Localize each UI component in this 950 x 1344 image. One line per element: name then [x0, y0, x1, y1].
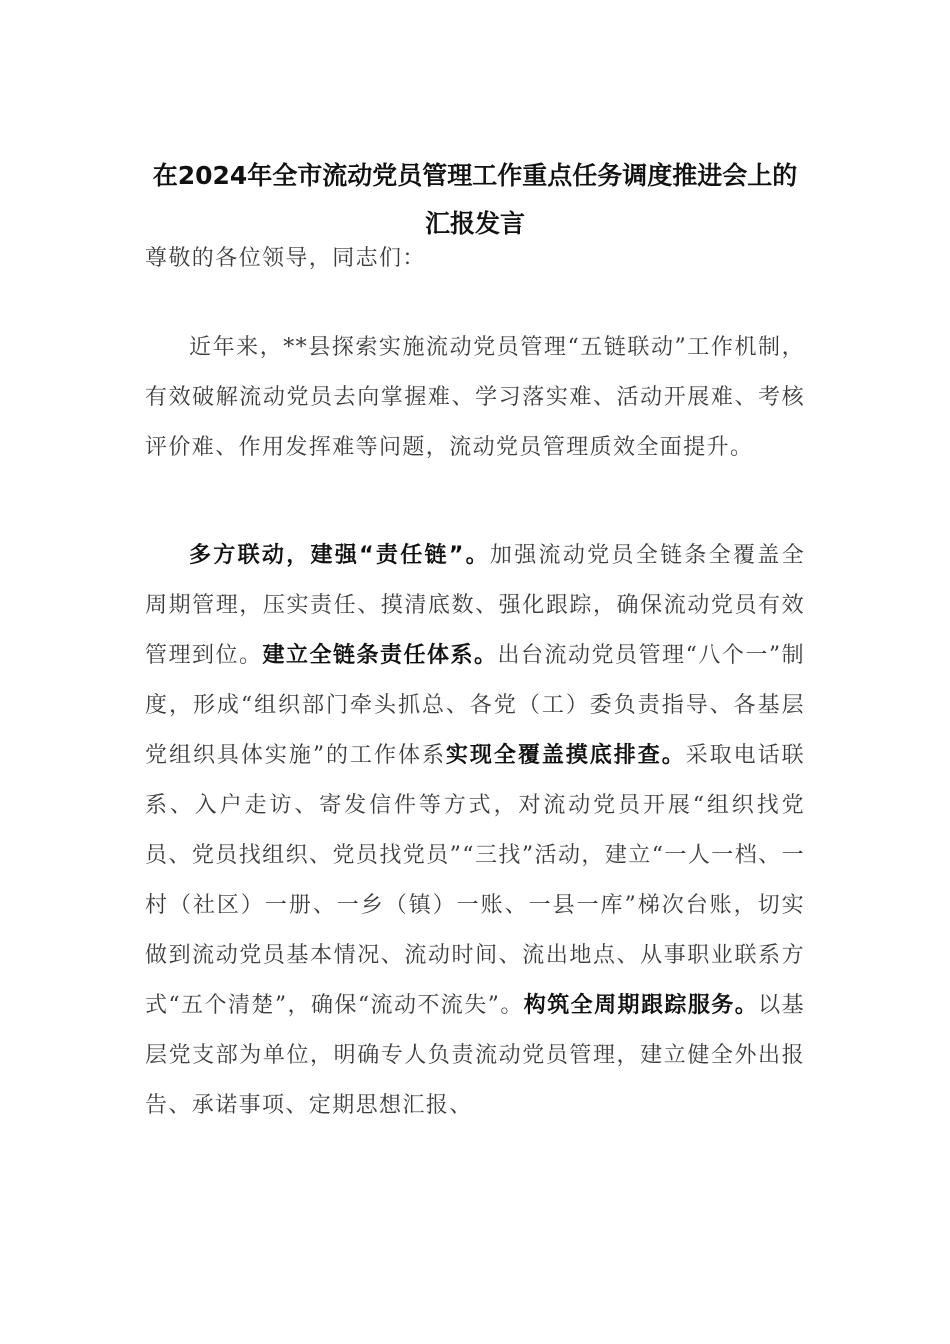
paragraph-text: 加强流动党员全链条全覆盖全周期管理，压实责任、摸清底数、强化跟踪，确保流动党员有效管理到位。	[145, 543, 806, 668]
section-heading: 多方联动，建强“责任链”。	[189, 543, 490, 568]
salutation: 尊敬的各位领导，同志们：	[145, 246, 426, 271]
subheading: 构筑全周期跟踪服务。	[523, 993, 759, 1018]
paragraph-text: 以基层党支部为单位，明确专人负责流动党员管理，建立健全外出报告、承诺事项、定期思想汇报、	[145, 993, 805, 1118]
paragraph-text: 出台流动党员管理“八个一”制度，形成“组织部门牵头抓总、各党（工）委负责指导、各基层党组织具体实施”的工作体系	[145, 643, 805, 768]
document-title-line-2: 汇报发言	[424, 209, 525, 238]
paragraph-text: 采取电话联系、入户走访、寄发信件等方式，对流动党员开展“组织找党员、党员找组织、党员找党员”“三找”活动，建立“一人一档、一村（社区）一册、一乡（镇）一账、一县一库”梯次台账，切实做到流动党员基本情况、流动时间、流出地点、从事职业联系方式“五个清楚”，确保“流动不流失”。	[145, 743, 805, 1018]
subheading: 建立全链条责任体系。	[262, 643, 498, 668]
paragraph-responsibility-chain	[145, 531, 805, 1131]
document-title-line-1: 在2024年全市流动党员管理工作重点任务调度推进会上的	[152, 161, 798, 190]
paragraph-intro: 近年来，**县探索实施流动党员管理“五链联动”工作机制，有效破解流动党员去向掌握难、学习落实难、活动开展难、考核评价难、作用发挥难等问题，流动党员管理质效全面提升。	[145, 335, 805, 460]
subheading: 实现全覆盖摸底排查。	[445, 743, 686, 768]
